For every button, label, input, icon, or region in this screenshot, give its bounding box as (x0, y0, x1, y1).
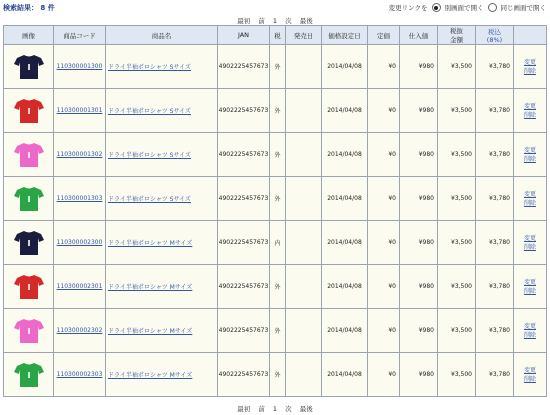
pager-first[interactable]: 最初 (237, 17, 251, 25)
product-image-cell (4, 177, 54, 221)
table-row (4, 309, 547, 353)
product-name-link[interactable]: ドライ半袖ポロシャツ Mサイズ (108, 328, 193, 335)
product-code (54, 309, 106, 353)
jan-code: 4902225457673 (218, 89, 270, 133)
list-price: ¥0 (368, 221, 400, 265)
list-price: ¥0 (368, 265, 400, 309)
tax-type: 外 (270, 309, 286, 353)
product-code-link[interactable]: 110300001302 (56, 151, 103, 158)
product-code-link[interactable]: 110300002303 (56, 371, 103, 378)
list-price: ¥0 (368, 309, 400, 353)
price-excl-tax: ¥3,500 (438, 45, 476, 89)
product-code (54, 89, 106, 133)
table-header-row (4, 26, 547, 45)
product-name-link[interactable]: ドライ半袖ポロシャツ Mサイズ (108, 240, 193, 247)
col-actions (514, 26, 547, 45)
table-row (4, 133, 547, 177)
jan-code: 4902225457673 (218, 265, 270, 309)
release-date (286, 265, 322, 309)
tshirt-icon[interactable] (14, 318, 44, 344)
product-name (106, 265, 218, 309)
price-set-date: 2014/04/08 (322, 309, 368, 353)
table-row (4, 177, 547, 221)
pager-first[interactable]: 最初 (237, 405, 251, 413)
price-incl-tax: ¥3,780 (476, 309, 514, 353)
table-row (4, 45, 547, 89)
price-incl-tax: ¥3,780 (476, 265, 514, 309)
product-code-link[interactable]: 110300001301 (56, 107, 103, 114)
price-set-date: 2014/04/08 (322, 221, 368, 265)
tshirt-icon[interactable] (14, 142, 44, 168)
product-name (106, 353, 218, 397)
delete-link[interactable]: 削除 (523, 155, 536, 163)
edit-link[interactable]: 変更 (523, 190, 536, 198)
product-name-link[interactable]: ドライ半袖ポロシャツ Sサイズ (108, 196, 191, 203)
cost-price: ¥980 (400, 265, 438, 309)
row-actions (514, 309, 547, 353)
cost-price: ¥980 (400, 89, 438, 133)
tshirt-icon[interactable] (14, 98, 44, 124)
tax-type: 外 (270, 89, 286, 133)
top-bar (0, 0, 550, 14)
tax-type: 内 (270, 221, 286, 265)
delete-link[interactable]: 削除 (523, 111, 536, 119)
price-excl-tax: ¥3,500 (438, 265, 476, 309)
product-code-link[interactable]: 110300002300 (56, 239, 103, 246)
price-incl-tax: ¥3,780 (476, 221, 514, 265)
edit-link[interactable]: 変更 (523, 366, 536, 374)
price-incl-tax: ¥3,780 (476, 45, 514, 89)
product-image-cell (4, 265, 54, 309)
delete-link[interactable]: 削除 (523, 375, 536, 383)
col-name: 商品名 (106, 26, 218, 45)
cost-price: ¥980 (400, 309, 438, 353)
price-excl-tax: ¥3,500 (438, 133, 476, 177)
col-code: 商品コード (54, 26, 106, 45)
pager-top (0, 16, 550, 25)
product-name-link[interactable]: ドライ半袖ポロシャツ Mサイズ (108, 372, 193, 379)
jan-code: 4902225457673 (218, 353, 270, 397)
product-name (106, 309, 218, 353)
product-table (3, 25, 547, 397)
col-cost: 仕入価 (400, 26, 438, 45)
row-actions (514, 353, 547, 397)
jan-code: 4902225457673 (218, 177, 270, 221)
product-code-link[interactable]: 110300001303 (56, 195, 103, 202)
product-name (106, 221, 218, 265)
price-excl-tax: ¥3,500 (438, 309, 476, 353)
table-row (4, 353, 547, 397)
cost-price: ¥980 (400, 133, 438, 177)
price-set-date: 2014/04/08 (322, 353, 368, 397)
product-code (54, 221, 106, 265)
price-incl-tax: ¥3,780 (476, 133, 514, 177)
price-set-date: 2014/04/08 (322, 265, 368, 309)
jan-code: 4902225457673 (218, 45, 270, 89)
pager-current: 1 (272, 17, 278, 25)
tshirt-icon[interactable] (14, 230, 44, 256)
table-row (4, 89, 547, 133)
col-list-price: 定価 (368, 26, 400, 45)
col-tax: 税 (270, 26, 286, 45)
radio-separate-window[interactable] (432, 3, 441, 12)
result-count: 検索結果： 8 件 (3, 4, 55, 12)
price-set-date: 2014/04/08 (322, 45, 368, 89)
table-row (4, 221, 547, 265)
tax-type: 外 (270, 353, 286, 397)
price-excl-tax: ¥3,500 (438, 177, 476, 221)
radio-same-label[interactable]: 同じ画面で開く (500, 4, 546, 12)
delete-link[interactable]: 削除 (523, 243, 536, 251)
pager-last[interactable]: 最後 (299, 405, 313, 413)
col-release: 発売日 (286, 26, 322, 45)
release-date (286, 177, 322, 221)
price-excl-tax: ¥3,500 (438, 353, 476, 397)
price-set-date: 2014/04/08 (322, 177, 368, 221)
product-code (54, 265, 106, 309)
jan-code: 4902225457673 (218, 309, 270, 353)
product-name-link[interactable]: ドライ半袖ポロシャツ Sサイズ (108, 152, 191, 159)
row-actions (514, 45, 547, 89)
price-set-date: 2014/04/08 (322, 133, 368, 177)
radio-same-window[interactable] (488, 3, 497, 12)
col-price-date: 価格設定日 (322, 26, 368, 45)
pager-prev[interactable]: 前 (258, 17, 265, 25)
product-code-link[interactable]: 110300001300 (56, 63, 103, 70)
product-code-link[interactable]: 110300002301 (56, 283, 103, 290)
product-name (106, 133, 218, 177)
product-name-link[interactable]: ドライ半袖ポロシャツ Sサイズ (108, 108, 191, 115)
product-image-cell (4, 221, 54, 265)
cost-price: ¥980 (400, 45, 438, 89)
price-incl-tax: ¥3,780 (476, 177, 514, 221)
col-image: 画像 (4, 26, 54, 45)
tshirt-icon[interactable] (14, 362, 44, 388)
link-mode-options (389, 3, 546, 12)
release-date (286, 45, 322, 89)
product-name-link[interactable]: ドライ半袖ポロシャツ Mサイズ (108, 284, 193, 291)
link-mode-label: 変更リンクを (388, 4, 428, 12)
row-actions (514, 133, 547, 177)
list-price: ¥0 (368, 89, 400, 133)
tax-type: 外 (270, 133, 286, 177)
tshirt-icon[interactable] (14, 186, 44, 212)
product-code (54, 353, 106, 397)
radio-separate-label[interactable]: 別画面で開く (444, 4, 484, 12)
pager-next[interactable]: 次 (285, 405, 292, 413)
product-name-link[interactable]: ドライ半袖ポロシャツ Sサイズ (108, 64, 191, 71)
tax-type: 外 (270, 265, 286, 309)
edit-link[interactable]: 変更 (523, 102, 536, 110)
product-name (106, 177, 218, 221)
pager-next[interactable]: 次 (285, 17, 292, 25)
cost-price: ¥980 (400, 177, 438, 221)
product-image-cell (4, 45, 54, 89)
release-date (286, 221, 322, 265)
price-incl-tax: ¥3,780 (476, 89, 514, 133)
release-date (286, 353, 322, 397)
product-image-cell (4, 309, 54, 353)
product-code (54, 177, 106, 221)
pager-bottom (0, 404, 550, 413)
price-excl-tax: ¥3,500 (438, 221, 476, 265)
product-code (54, 45, 106, 89)
col-price-in: 税込 (8%) (476, 26, 514, 45)
tshirt-icon[interactable] (14, 54, 44, 80)
row-actions (514, 265, 547, 309)
delete-link[interactable]: 削除 (523, 331, 536, 339)
cost-price: ¥980 (400, 221, 438, 265)
list-price: ¥0 (368, 45, 400, 89)
jan-code: 4902225457673 (218, 221, 270, 265)
list-price: ¥0 (368, 133, 400, 177)
tax-type: 外 (270, 177, 286, 221)
list-price: ¥0 (368, 353, 400, 397)
product-code (54, 133, 106, 177)
release-date (286, 133, 322, 177)
delete-link[interactable]: 削除 (523, 199, 536, 207)
product-image-cell (4, 133, 54, 177)
row-actions (514, 89, 547, 133)
product-name (106, 45, 218, 89)
pager-prev[interactable]: 前 (258, 405, 265, 413)
col-price-ex: 税抜 金額 (438, 26, 476, 45)
edit-link[interactable]: 変更 (523, 234, 536, 242)
jan-code: 4902225457673 (218, 133, 270, 177)
pager-current: 1 (272, 405, 278, 413)
release-date (286, 309, 322, 353)
product-name (106, 89, 218, 133)
pager-last[interactable]: 最後 (299, 17, 313, 25)
delete-link[interactable]: 削除 (523, 67, 536, 75)
edit-link[interactable]: 変更 (523, 278, 536, 286)
edit-link[interactable]: 変更 (523, 146, 536, 154)
delete-link[interactable]: 削除 (523, 287, 536, 295)
edit-link[interactable]: 変更 (523, 322, 536, 330)
col-jan: JAN (218, 26, 270, 45)
price-incl-tax: ¥3,780 (476, 353, 514, 397)
tax-type: 外 (270, 45, 286, 89)
row-actions (514, 177, 547, 221)
row-actions (514, 221, 547, 265)
product-image-cell (4, 89, 54, 133)
list-price: ¥0 (368, 177, 400, 221)
cost-price: ¥980 (400, 353, 438, 397)
price-set-date: 2014/04/08 (322, 89, 368, 133)
product-code-link[interactable]: 110300002302 (56, 327, 103, 334)
product-image-cell (4, 353, 54, 397)
edit-link[interactable]: 変更 (523, 58, 536, 66)
release-date (286, 89, 322, 133)
tshirt-icon[interactable] (14, 274, 44, 300)
price-excl-tax: ¥3,500 (438, 89, 476, 133)
table-row (4, 265, 547, 309)
